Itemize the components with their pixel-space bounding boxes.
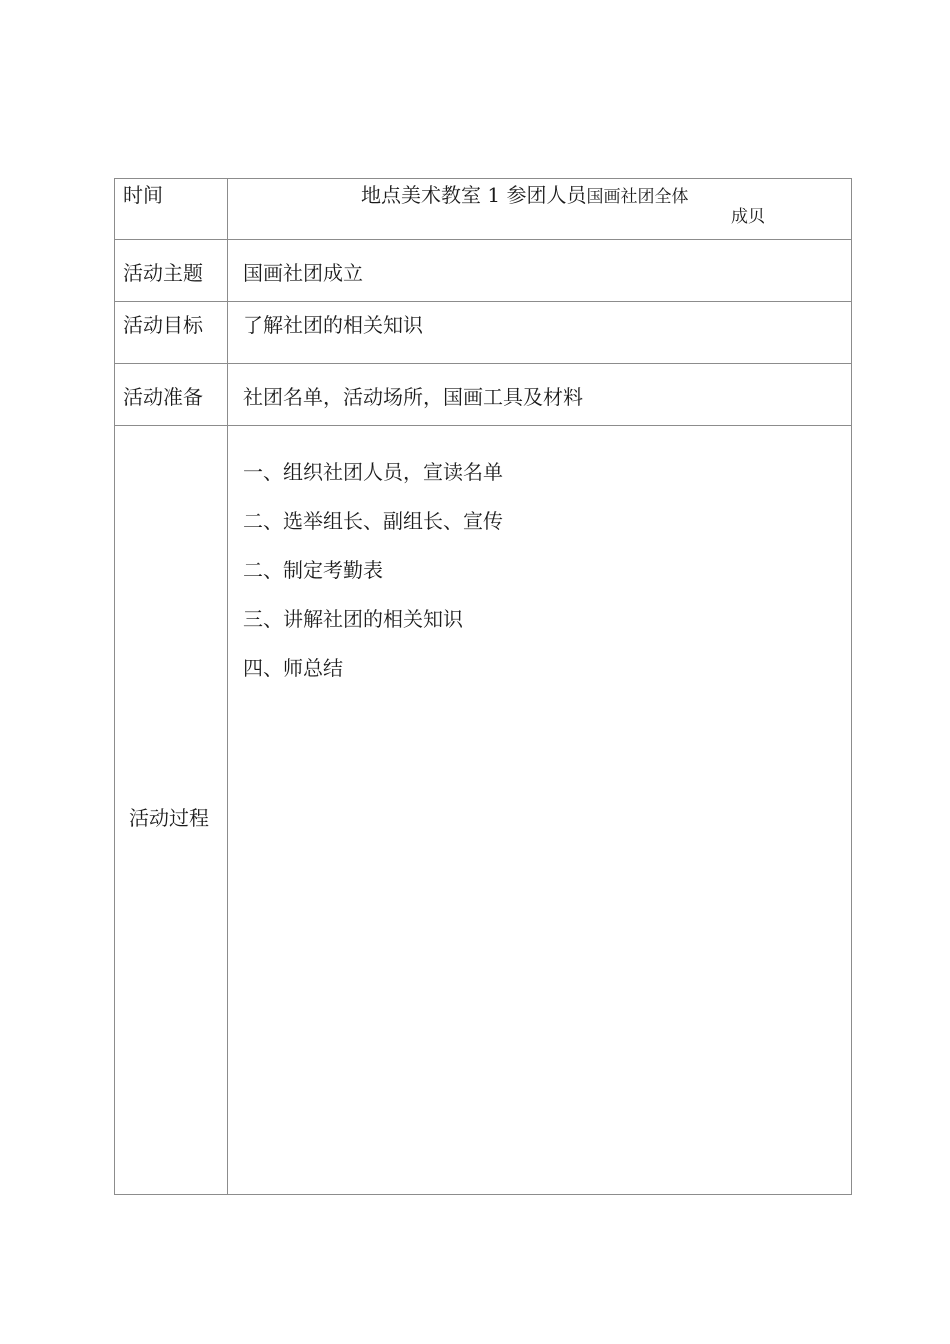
participants-value-wrap: 成贝 [731, 207, 765, 227]
row-divider [115, 363, 851, 364]
theme-label: 活动主题 [123, 261, 203, 285]
row-divider [115, 239, 851, 240]
process-step: 二、选举组长、副组长、宣传 [243, 509, 503, 533]
process-label: 活动过程 [129, 806, 209, 830]
process-step: 一、组织社团人员，宣读名单 [243, 460, 503, 484]
row-divider [115, 425, 851, 426]
goal-label: 活动目标 [123, 313, 203, 337]
prep-label: 活动准备 [123, 385, 203, 409]
goal-value: 了解社团的相关知识 [243, 313, 423, 337]
location-participants-main: 地点美术教室 1 参团人员 [361, 183, 587, 207]
activity-record-table [114, 178, 852, 1195]
process-step: 三、讲解社团的相关知识 [243, 607, 463, 631]
process-step: 四、师总结 [243, 656, 343, 680]
location-participants-text [361, 183, 688, 207]
theme-value: 国画社团成立 [243, 261, 363, 285]
time-label: 时间 [123, 183, 163, 207]
prep-value: 社团名单，活动场所，国画工具及材料 [243, 385, 583, 409]
column-divider [227, 179, 228, 1194]
process-step: 二、制定考勤表 [243, 558, 383, 582]
row-divider [115, 301, 851, 302]
participants-value: 国画社团全体 [586, 187, 689, 207]
